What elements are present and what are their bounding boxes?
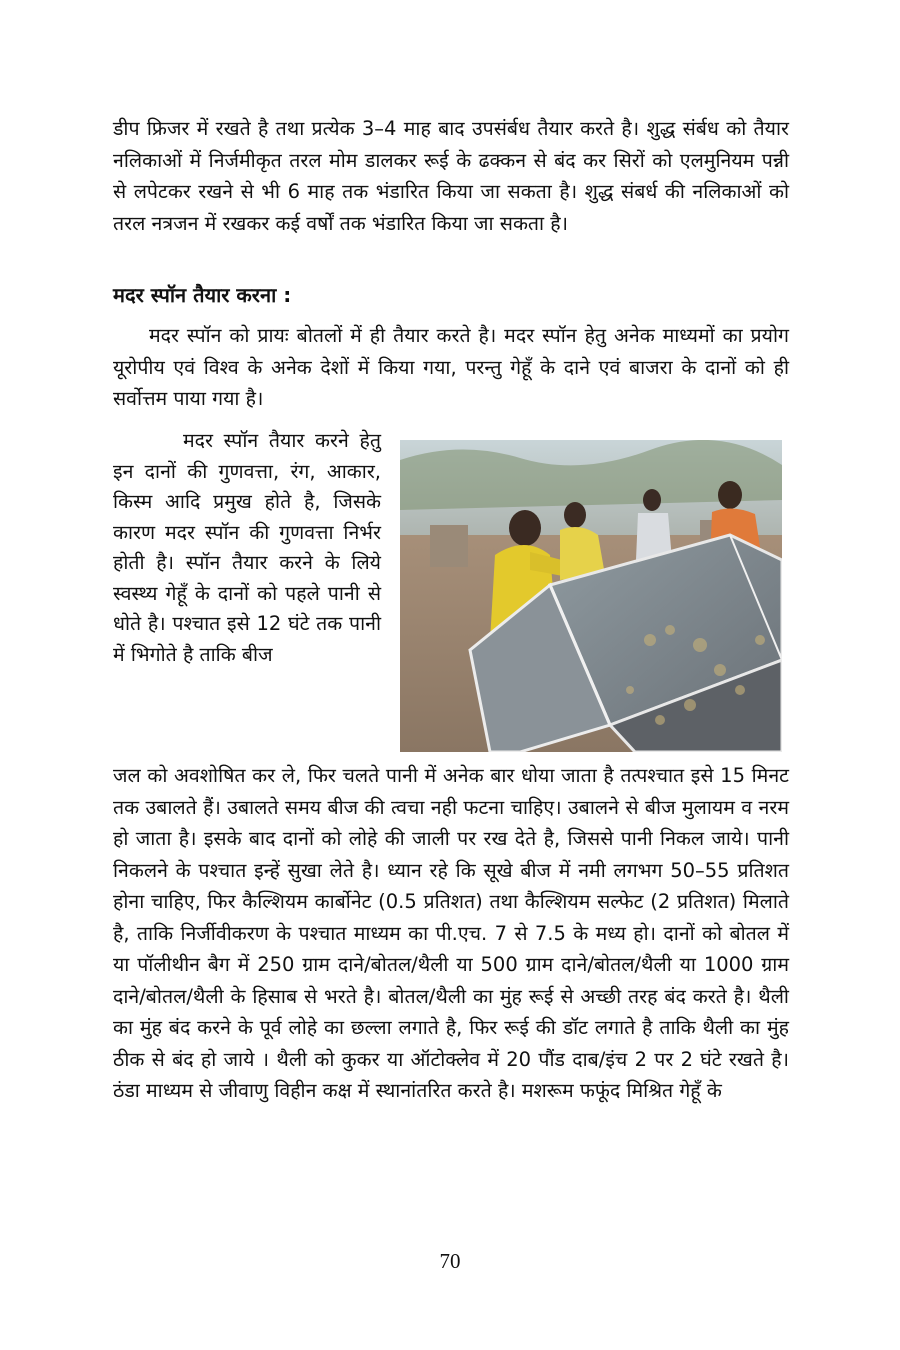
body-paragraph-3-continued: जल को अवशोषित कर ले, फिर चलते पानी में अनेक बार धोया जाता है तत्पश्चात इसे 15 मिनट तक उबालते हैं। उबालते समय बीज की त्वचा नही फटना चाहिए। उबालने से बीज मुलायम व नरम हो जाता है। इसके बाद दानों को लोहे की जाली पर रख देते है, जिससे पानी निकल जाये। पानी निकलने के पश्चात इन्हें सुखा लेते है। ध्यान रहे कि सूखे बीज में नमी लगभग 50–55 प्रतिशत होना चाहिए, फिर कैल्शियम कार्बोनेट (0.5 प्रतिशत) तथा कैल्शियम सल्फेट (2 प्रतिशत) मिलाते है, ताकि निर्जीवीकरण के पश्चात माध्यम का पी.एच. 7 से 7.5 के मध्य हो। दानों को बोतल में या पॉलीथीन बैग में 250 ग्राम दाने/बोतल/थैली या 500 ग्राम दाने/बोतल/थैली या 1000 ग्राम दाने/बोतल/थैली के हिसाब से भरते है। बोतल/थैली का मुंह रूई से अच्छी तरह बंद करते है। थैली का मुंह बंद करने के पूर्व लोहे का छल्ला लगाते है, फिर रूई की डॉट लगाते है ताकि थैली का मुंह ठीक से बंद हो जाये । थैली को कुकर या ऑटोक्लेव में 20 पौंड दाब/इंच 2 पर 2 घंटे रखते है। ठंडा माध्यम से जीवाणु विहीन कक्ष में स्थानांतरित करते है। मशरूम फफूंद मिश्रित गेहूँ के: [113, 764, 789, 1102]
body-paragraph-3-continued-block: [113, 760, 789, 1107]
section-heading: मदर स्पॉन तैयार करना :: [113, 283, 292, 307]
photo-illustration: [400, 440, 782, 752]
body-paragraph-2: मदर स्पॉन को प्रायः बोतलों में ही तैयार करते है। मदर स्पॉन हेतु अनेक माध्यमों का प्रयोग यूरोपीय एवं विश्व के अनेक देशों में किया गया, परन्तु गेहूँ के दाने एवं बाजरा के दानों को ही सर्वोत्तम पाया गया है।: [113, 324, 789, 410]
image-wrapped-text: [113, 426, 381, 670]
page-number: 70: [439, 1249, 461, 1273]
section-heading-block: [113, 280, 789, 310]
body-paragraph-1-block: [113, 113, 789, 239]
body-paragraph-1: डीप फ्रिजर में रखते है तथा प्रत्येक 3–4 माह बाद उपसंर्बध तैयार करते है। शुद्ध संर्बध को तैयार नलिकाओं में निर्जमीकृत तरल मोम डालकर रूई के ढक्कन से बंद कर सिरों को एलमुनियम पन्नी से लपेटकर रखने से भी 6 माह तक भंडारित किया जा सकता है। शुद्ध संबर्ध की नलिकाओं को तरल नत्रजन में रखकर कई वर्षों तक भंडारित किया जा सकता है।: [113, 117, 789, 235]
body-paragraph-2-block: [113, 320, 789, 415]
mushroom-spawn-solar-dryer-photo: [400, 440, 782, 752]
body-paragraph-3-wrapped: मदर स्पॉन तैयार करने हेतु इन दानों की गुणवत्ता, रंग, आकार, किस्म आदि प्रमुख होते है, जिसके कारण मदर स्पॉन की गुणवत्ता निर्भर होती है। स्पॉन तैयार करने के लिये स्वस्थ्य गेहूँ के दानों को पहले पानी से धोते है। पश्चात इसे 12 घंटे तक पानी में भिगोते है ताकि बीज: [113, 429, 381, 666]
